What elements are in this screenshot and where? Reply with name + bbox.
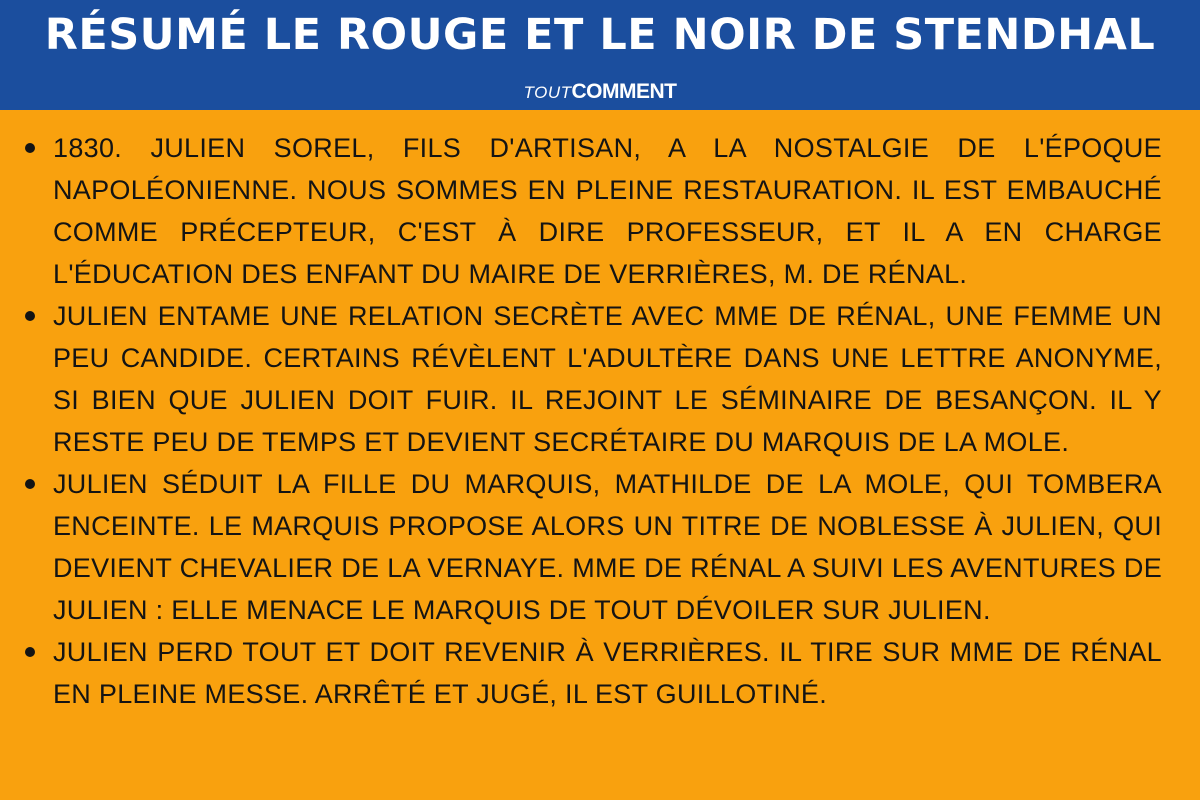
bullet-icon <box>25 479 35 489</box>
bullet-icon <box>25 311 35 321</box>
bullet-icon <box>25 143 35 153</box>
summary-item <box>0 463 1200 631</box>
summary-item-text: 1830. JULIEN SOREL, FILS D'ARTISAN, A LA NOSTALGIE DE L'ÉPOQUE NAPOLÉONIENNE. NOUS SOMMES EN PLEINE RESTAURATION. IL EST EMBAUCHÉ COMME PRÉCEPTEUR, C'EST À DIRE PROFESSEUR, ET IL A EN CHARGE L'ÉDUCATION DES ENFANT DU MAIRE DE VERRIÈRES, M. DE RÉNAL. <box>53 133 1162 289</box>
summary-item-text: JULIEN SÉDUIT LA FILLE DU MARQUIS, MATHILDE DE LA MOLE, QUI TOMBERA ENCEINTE. LE MARQUIS PROPOSE ALORS UN TITRE DE NOBLESSE À JULIEN, QUI DEVIENT CHEVALIER DE LA VERNAYE. MME DE RÉNAL A SUIVI LES AVENTURES DE JULIEN : ELLE MENACE LE MARQUIS DE TOUT DÉVOILER SUR JULIEN. <box>53 469 1162 625</box>
summary-content <box>0 127 1200 715</box>
summary-item <box>0 127 1200 295</box>
summary-item <box>0 295 1200 463</box>
summary-item-text: JULIEN ENTAME UNE RELATION SECRÈTE AVEC MME DE RÉNAL, UNE FEMME UN PEU CANDIDE. CERTAINS RÉVÈLENT L'ADULTÈRE DANS UNE LETTRE ANONYME, SI BIEN QUE JULIEN DOIT FUIR. IL REJOINT LE SÉMINAIRE DE BESANÇON. IL Y RESTE PEU DE TEMPS ET DEVIENT SECRÉTAIRE DU MARQUIS DE LA MOLE. <box>53 301 1162 457</box>
brand-logo <box>0 80 1200 104</box>
bullet-icon <box>25 647 35 657</box>
logo-main: COMMENT <box>571 80 677 103</box>
page-title: RÉSUMÉ LE ROUGE ET LE NOIR DE STENDHAL <box>44 10 1156 60</box>
logo-prefix: TOUT <box>523 83 572 102</box>
summary-item-text: JULIEN PERD TOUT ET DOIT REVENIR À VERRIÈRES. IL TIRE SUR MME DE RÉNAL EN PLEINE MESSE. ARRÊTÉ ET JUGÉ, IL EST GUILLOTINÉ. <box>53 637 1162 709</box>
title-banner <box>0 0 1200 110</box>
summary-list <box>0 127 1200 715</box>
summary-item <box>0 631 1200 715</box>
